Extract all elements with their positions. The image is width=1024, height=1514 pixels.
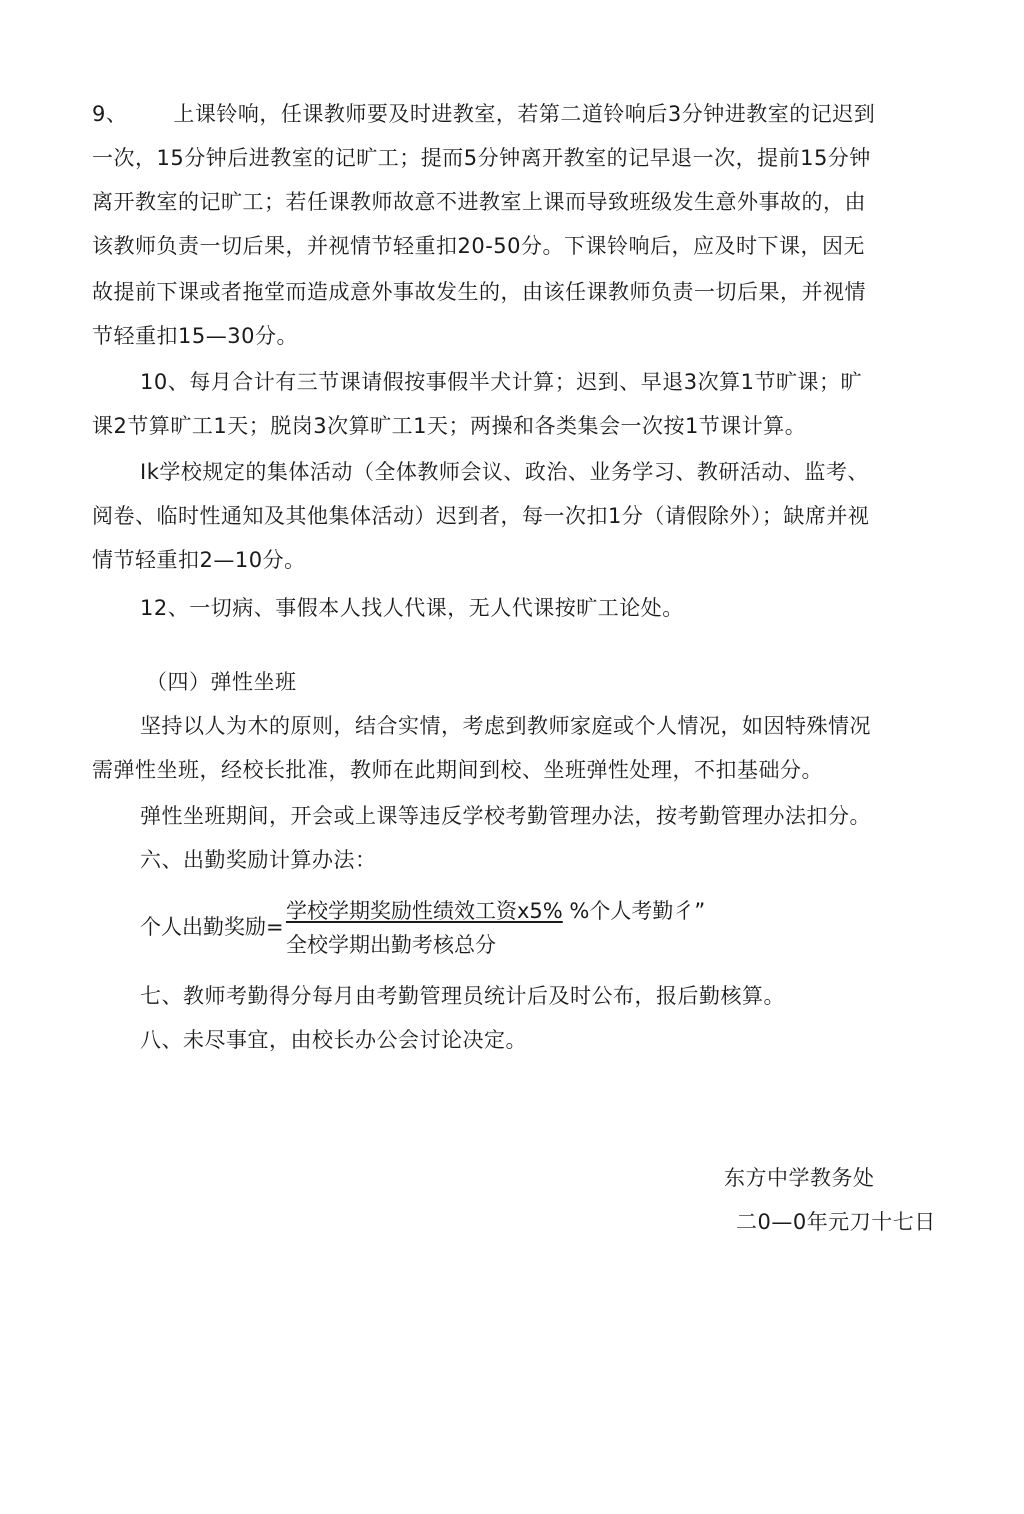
item-9-line-6: 节轻重扣15—30分。 <box>92 324 298 348</box>
item-9-line-4: 该教师负责一切后果，并视情节轻重扣20-50分。下课铃响后，应及时下课，因无 <box>92 234 866 258</box>
formula-denominator: 全校学期出勤考核总分 <box>286 933 496 957</box>
item-12-text: 12、一切病、事假本人找人代课，无人代课按旷工论处。 <box>140 596 684 620</box>
item-9-line-5: 故提前下课或者拖堂而造成意外事故发生的，由该任课教师负责一切后果，并视情 <box>92 280 866 304</box>
item-11-line-2: 阅卷、临时性通知及其他集体活动）迟到者，每一次扣1分（请假除外）；缺席并视 <box>92 504 870 528</box>
section-4-note: 弹性坐班期间，开会或上课等违反学校考勤管理办法，按考勤管理办法扣分。 <box>140 804 871 828</box>
item-9-line-3: 离开教室的记旷工；若任课教师故意不进教室上课而导致班级发生意外事故的，由 <box>92 190 866 214</box>
item-11-line-3: 情节轻重扣2—10分。 <box>92 548 306 572</box>
formula-numerator <box>286 897 705 925</box>
item-11-line-1: Ik学校规定的集体活动（全体教师会议、政治、业务学习、教研活动、监考、 <box>140 460 869 484</box>
attendance-reward-formula <box>140 897 780 963</box>
section-8-text: 八、未尽事宜，由校长办公会讨论决定。 <box>140 1028 527 1052</box>
item-9-line-2: 一次，15分钟后进教室的记旷工；提而5分钟离开教室的记早退一次，提前15分钟 <box>92 146 871 170</box>
item-10-line-2: 课2节算旷工1天；脱岗3次算旷工1天；两操和各类集会一次按1节课计算。 <box>92 414 807 438</box>
section-4-line-2: 需弹性坐班，经校长批准，教师在此期间到校、坐班弹性处理，不扣基础分。 <box>92 758 823 782</box>
signature-date: 二0—0年元刀十七日 <box>736 1210 936 1234</box>
formula-numerator-suffix: %个人考勤彳” <box>562 899 706 923</box>
item-9-line-1 <box>92 100 875 128</box>
signature-org: 东方中学教务处 <box>724 1166 875 1190</box>
section-4-line-1: 坚持以人为木的原则，结合实情，考虑到教师家庭或个人情况，如因特殊情况 <box>140 714 871 738</box>
item-10-line-1: 10、每月合计有三节课请假按事假半犬计算；迟到、早退3次算1节旷课；旷 <box>140 370 862 394</box>
formula-lhs: 个人出勤奖励= <box>140 915 284 939</box>
item-9-number: 9、 <box>92 102 128 126</box>
section-4-heading: （四）弹性坐班 <box>146 670 297 694</box>
formula-numerator-main: 学校学期奖励性绩效工资x5% <box>286 899 563 923</box>
section-6-heading: 六、出勤奖励计算办法： <box>140 848 377 872</box>
section-7-text: 七、教师考勤得分每月由考勤管理员统计后及时公布，报后勤核算。 <box>140 984 785 1008</box>
item-9-text-1: 上课铃响，任课教师要及时进教室，若第二道铃响后3分钟进教室的记迟到 <box>173 102 876 126</box>
